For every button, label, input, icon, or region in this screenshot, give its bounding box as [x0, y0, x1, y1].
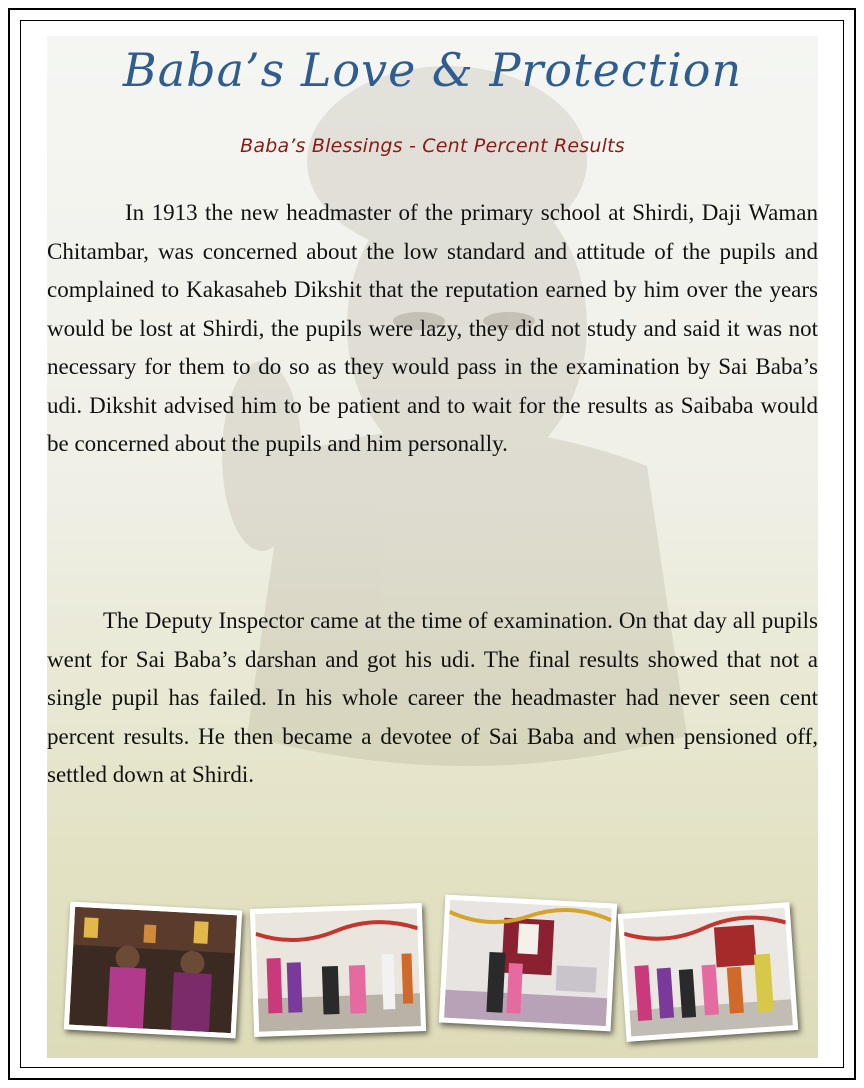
page-subtitle: Baba’s Blessings - Cent Percent Results: [240, 135, 625, 157]
paragraph-2: The Deputy Inspector came at the time of examination. On that day all pupils went for Sai Baba’s darshan and got his udi. The final results showed that not a single pupil has failed. In his whole career the headmaster had never seen cent percent results. He then became a devotee of Sai Baba and when pensioned off, settled down at Shirdi.: [47, 608, 818, 787]
page-title: Baba’s Love & Protection: [122, 43, 743, 97]
event-photo-3: [439, 895, 617, 1032]
page-panel: [47, 36, 818, 1058]
event-photo-4: [618, 902, 799, 1042]
paragraph-1: In 1913 the new headmaster of the primary school at Shirdi, Daji Waman Chitambar, was concerned about the low standard and attitude of the pupils and complained to Kakasaheb Dikshit that the reputation earned by him over the years would be lost at Shirdi, the pupils were lazy, they did not study and said it was not necessary for them to do so as they would pass in the examination by Sai Baba’s udi. Dikshit advised him to be patient and to wait for the results as Saibaba would be concerned about the pupils and him personally.: [47, 200, 818, 456]
event-photo-1: [64, 902, 242, 1039]
event-photo-2: [250, 903, 426, 1037]
photo-strip: [47, 886, 818, 1056]
